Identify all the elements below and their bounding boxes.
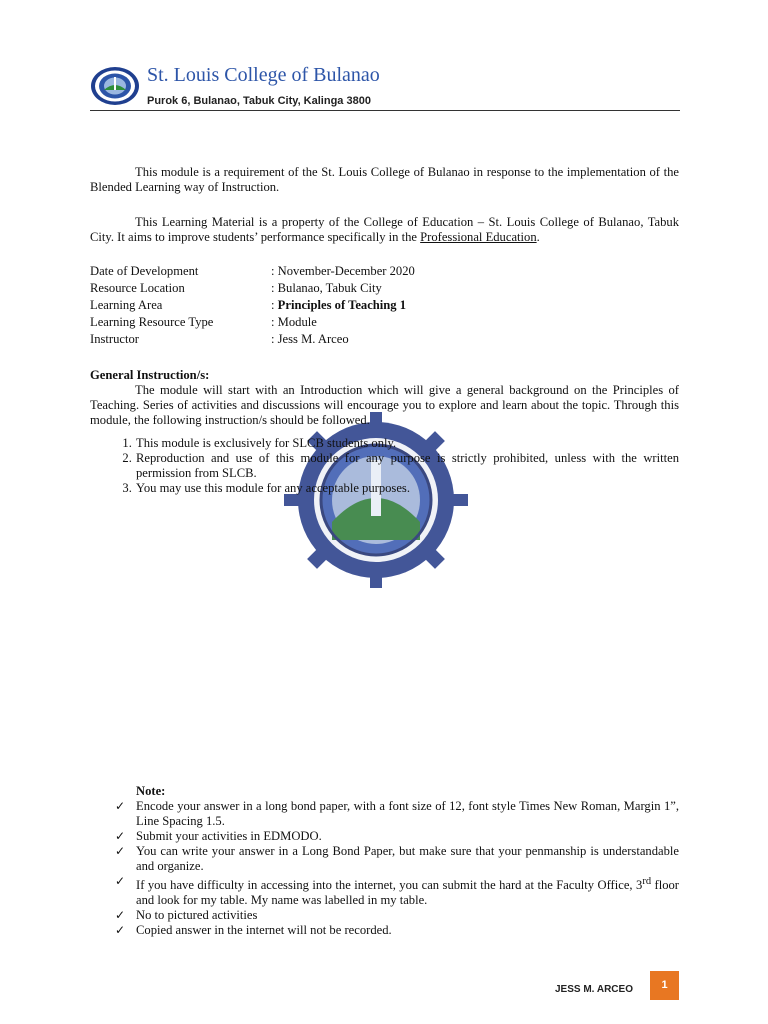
document-header [90,64,680,111]
page-number-badge: 1 [650,971,679,1000]
details-value-prefix: : [271,298,278,312]
document-body [90,165,679,496]
note-text: Encode your answer in a long bond paper, with a font size of 12, font style Times New Roman, Margin 1”, Line Spacing 1.5. [136,799,679,828]
list-item [115,799,679,829]
list-item: 3. You may use this module for any acceptable purposes. [135,481,679,496]
details-row [90,332,415,349]
details-row [90,264,415,281]
intro-paragraph-2 [90,215,679,245]
notes-section [115,784,679,938]
note-text: If you have difficulty in accessing into the internet, you can submit the hard at the Faculty Office, 3 [136,878,643,893]
intro-paragraph-1: This module is a requirement of the St. Louis College of Bulanao in response to the implementation of the Blended Learning way of Instruction. [90,165,679,194]
checkmark-icon: ✓ [115,799,126,813]
details-value: : November-December 2020 [271,264,415,278]
school-name: St. Louis College of Bulanao [147,64,380,86]
checkmark-icon: ✓ [115,908,126,923]
details-value: : Jess M. Arceo [271,332,349,346]
general-instructions-heading: General Instruction/s: [90,368,210,382]
school-address: Purok 6, Bulanao, Tabuk City, Kalinga 3800 [147,95,371,107]
list-item: 2. Reproduction and use of this module for any purpose is strictly prohibited, unless with the written permission from SLCB. [135,451,679,481]
instructions-list [90,436,679,496]
list-item [115,923,679,938]
list-item: 1. This module is exclusively for SLCB students only. [135,436,679,451]
note-text: Submit your activities in EDMODO. [136,829,322,843]
note-text: No to pictured activities [136,908,258,923]
list-item [115,874,679,908]
checkmark-icon: ✓ [115,844,126,858]
module-details-table [90,264,415,349]
college-seal-logo-icon [90,66,140,106]
checkmark-icon: ✓ [115,923,126,938]
note-superscript: rd [642,876,652,887]
intro-paragraph-2-end: . [536,230,540,244]
details-label: Learning Resource Type [90,315,214,329]
details-label: Date of Development [90,264,199,278]
checkmark-icon: ✓ [115,874,126,888]
details-label: Instructor [90,332,139,346]
details-value: : Module [271,315,317,329]
professional-education-link: Professional Education [420,230,537,244]
details-row [90,281,415,298]
details-value: : Bulanao, Tabuk City [271,281,382,295]
note-text: Copied answer in the internet will not be recorded. [136,923,392,938]
details-label: Learning Area [90,298,163,312]
details-row [90,315,415,332]
notes-list [115,799,679,938]
checkmark-icon: ✓ [115,829,126,843]
general-instructions-text: The module will start with an Introduction which will give a general background on the Principles of Teaching. Series of activities and discussions will encourage you to explore and learn about the topic. Through this module, the following instruction/s should be followed. [90,383,679,427]
details-value [271,298,415,315]
learning-area-value: Principles of Teaching 1 [277,298,407,312]
list-item [115,829,679,844]
list-item [115,908,679,923]
note-text-rest: floor and look for my table. My name was labelled in my table. [136,878,679,908]
intro-paragraph-2-text: This Learning Material is a property of the College of Education – St. Louis College of Bulanao, Tabuk City. It aims to improve students’ performance specifically in the [90,215,679,244]
details-label: Resource Location [90,281,185,295]
note-title: Note: [136,784,166,798]
details-row [90,298,415,315]
list-item [115,844,679,874]
footer-author: JESS M. ARCEO [555,984,633,995]
note-text: You can write your answer in a Long Bond Paper, but make sure that your penmanship is understandable and organize. [136,844,679,873]
